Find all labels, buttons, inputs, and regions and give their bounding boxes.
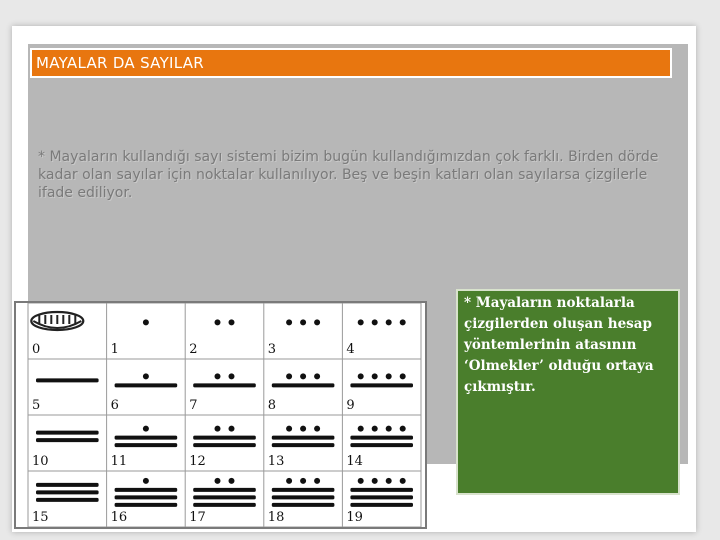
- numeral-label: 14: [346, 454, 363, 469]
- bar-mark: [193, 495, 256, 499]
- bar-mark: [272, 436, 335, 440]
- bar-mark: [350, 436, 413, 440]
- bar-mark: [272, 503, 335, 507]
- bar-mark: [272, 443, 335, 447]
- dot-mark: [358, 478, 364, 484]
- dot-mark: [229, 426, 235, 432]
- numeral-label: 15: [32, 510, 49, 525]
- dot-mark: [358, 319, 364, 325]
- numeral-label: 4: [346, 342, 355, 357]
- bar-mark: [115, 383, 178, 387]
- dot-mark: [143, 426, 149, 432]
- dot-mark: [372, 319, 378, 325]
- dot-mark: [286, 373, 292, 379]
- dot-mark: [386, 319, 392, 325]
- dot-mark: [386, 426, 392, 432]
- bar-mark: [36, 378, 99, 382]
- numeral-label: 18: [267, 510, 285, 525]
- bar-mark: [193, 503, 256, 507]
- numeral-label: 0: [32, 342, 41, 357]
- numeral-label: 8: [267, 398, 277, 413]
- bar-mark: [115, 436, 178, 440]
- slide-body-text: * Mayaların kullandığı sayı sistemi bizim bugün kullandığımızdan çok farklı. Birden dörde kadar olan sayılar için noktalar kullanılıyor. Beş ve beşin katları olan sayılarsa çizgilerle ifade ediliyor.: [38, 149, 659, 201]
- bar-mark: [193, 488, 256, 492]
- dot-mark: [286, 426, 292, 432]
- numeral-label: 17: [189, 510, 206, 525]
- dot-mark: [215, 426, 221, 432]
- bar-mark: [350, 503, 413, 507]
- dot-mark: [400, 478, 406, 484]
- bar-mark: [36, 483, 99, 487]
- numeral-label: 6: [110, 398, 119, 413]
- dot-mark: [358, 426, 364, 432]
- dot-mark: [358, 373, 364, 379]
- bar-mark: [36, 490, 99, 494]
- dot-mark: [286, 478, 292, 484]
- dot-mark: [400, 426, 406, 432]
- dot-mark: [314, 478, 320, 484]
- dot-mark: [372, 478, 378, 484]
- numeral-label: 7: [189, 398, 198, 413]
- dot-mark: [143, 478, 149, 484]
- dot-mark: [372, 426, 378, 432]
- numeral-label: 11: [110, 454, 128, 469]
- bar-mark: [193, 436, 256, 440]
- dot-mark: [314, 373, 320, 379]
- note-box: [456, 289, 680, 495]
- dot-mark: [300, 478, 306, 484]
- numeral-label: 3: [267, 342, 277, 357]
- dot-mark: [286, 319, 292, 325]
- bar-mark: [350, 495, 413, 499]
- bar-mark: [36, 498, 99, 502]
- bar-mark: [272, 495, 335, 499]
- dot-mark: [400, 373, 406, 379]
- dot-mark: [143, 373, 149, 379]
- slide-title: MAYALAR DA SAYILAR: [30, 48, 672, 78]
- numeral-label: 10: [32, 454, 49, 469]
- bar-mark: [272, 383, 335, 387]
- note-text: * Mayaların noktalarla çizgilerden oluşan hesap yöntemlerinin atasının ‘Olmekler’ olduğu ortaya çıkmıştır.: [464, 295, 654, 395]
- bar-mark: [350, 443, 413, 447]
- bar-mark: [272, 488, 335, 492]
- bar-mark: [350, 383, 413, 387]
- bar-mark: [193, 443, 256, 447]
- bar-mark: [36, 431, 99, 435]
- dot-mark: [300, 373, 306, 379]
- bar-mark: [115, 443, 178, 447]
- bar-mark: [115, 495, 178, 499]
- maya-numeral-table: [14, 301, 427, 529]
- dot-mark: [386, 478, 392, 484]
- bar-mark: [115, 488, 178, 492]
- dot-mark: [400, 319, 406, 325]
- dot-mark: [143, 319, 149, 325]
- numeral-label: 16: [110, 510, 128, 525]
- numeral-label: 19: [346, 510, 363, 525]
- dot-mark: [215, 319, 221, 325]
- dot-mark: [229, 478, 235, 484]
- dot-mark: [300, 426, 306, 432]
- numeral-label: 5: [32, 398, 41, 413]
- numeral-label: 1: [110, 342, 119, 357]
- numeral-label: 13: [267, 454, 285, 469]
- dot-mark: [215, 478, 221, 484]
- dot-mark: [314, 319, 320, 325]
- numeral-label: 9: [346, 398, 355, 413]
- bar-mark: [193, 383, 256, 387]
- dot-mark: [215, 373, 221, 379]
- bar-mark: [36, 438, 99, 442]
- dot-mark: [229, 373, 235, 379]
- maya-numeral-grid: [16, 303, 425, 527]
- dot-mark: [229, 319, 235, 325]
- dot-mark: [372, 373, 378, 379]
- dot-mark: [314, 426, 320, 432]
- bar-mark: [350, 488, 413, 492]
- numeral-label: 12: [189, 454, 206, 469]
- dot-mark: [386, 373, 392, 379]
- dot-mark: [300, 319, 306, 325]
- bar-mark: [115, 503, 178, 507]
- numeral-label: 2: [189, 342, 198, 357]
